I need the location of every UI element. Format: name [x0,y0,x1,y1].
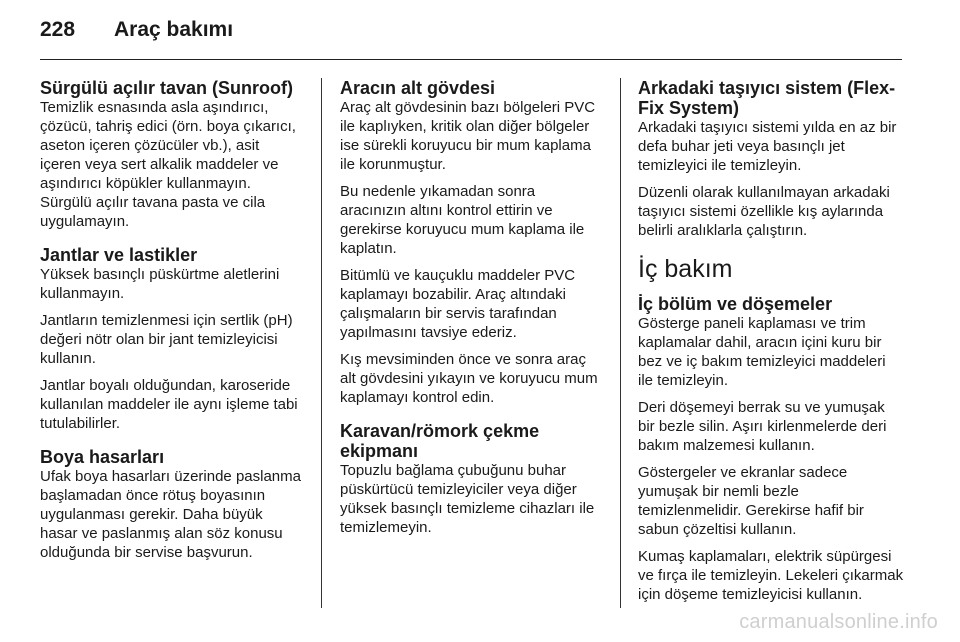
paragraph: Bitümlü ve kauçuklu maddeler PVC kaplamayı bozabilir. Araç altındaki çalışmaların bir servis tarafından yapılmasını tavsiye ederiz. [340,267,576,341]
section-heading: Sürgülü açılır tavan (Sunroof) [40,78,294,98]
paragraph: Göstergeler ve ekranlar sadece yumuşak bir nemli bezle temizlenmelidir. Gerekirse hafif bir sabun çözeltisi kullanın. [638,464,864,538]
column-3 [638,78,904,618]
paragraph: Kış mevsiminden önce ve sonra araç alt gövdesini yıkayın ve koruyucu mum kaplamayı kontrol edin. [340,351,598,406]
section-heading: Arkadaki taşıyıcı sistem (Flex-Fix System) [638,78,896,118]
paragraph: Düzenli olarak kullanılmayan arkadaki taşıyıcı sistemi özellikle kış aylarında belirli aralıklarla çalıştırın. [638,184,890,239]
paragraph: Deri döşemeyi berrak su ve yumuşak bir bezle silin. Aşırı kirlenmelerde deri bakım malzemesi kullanın. [638,399,887,454]
page-title: Araç bakımı [114,18,234,41]
paragraph: Araç alt gövdesinin bazı bölgeleri PVC ile kaplıyken, kritik olan diğer bölgeler ise sürekli koruyucu bir mum kaplama ile korunmuştur. [340,99,596,173]
page-number: 228 [40,18,76,41]
section-flex-fix [638,78,904,240]
column-2 [340,78,604,551]
page-header [40,18,233,46]
paragraph: Topuzlu bağlama çubuğunu buhar püskürtücü temizleyiciler veya diğer yüksek basınçlı temizleme cihazları ile temizlemeyin. [340,462,595,536]
section-interior-upholstery [638,294,904,604]
chapter-title: İç bakım [638,255,733,283]
section-heading: İç bölüm ve döşemeler [638,294,833,314]
paragraph: Ufak boya hasarları üzerinde paslanma başlamadan önce rötuş boyasının uygulanması gerekir. Daha büyük hasar ve paslanmış alan söz konusu olduğunda bir servise başvurun. [40,468,301,561]
section-heading: Boya hasarları [40,447,165,467]
paragraph: Temizlik esnasında asla aşındırıcı, çözücü, tahriş edici (örn. boya çıkarıcı, aseton içeren çözücüler vb.), asit içeren veya sert alkalik maddeler ve aşındırıcı köpükler kullanmayın. Sürgülü açılır tavana pasta ve cila uygulamayın. [40,99,296,230]
paragraph: Gösterge paneli kaplaması ve trim kaplamalar dahil, aracın içini kuru bir bez ve iç bakım temizleyici maddeleri ile temizleyin. [638,315,886,389]
paragraph: Bu nedenle yıkamadan sonra aracınızın altını kontrol ettirin ve gerekirse koruyucu mum kaplama ile kaplatın. [340,183,585,257]
section-paint-damage [40,447,304,562]
section-heading: Karavan/römork çekme ekipmanı [340,421,540,461]
section-underbody [340,78,604,407]
paragraph: Yüksek basınçlı püskürtme aletlerini kullanmayın. [40,266,280,302]
section-heading: Aracın alt gövdesi [340,78,496,98]
paragraph: Arkadaki taşıyıcı sistemi yılda en az bir defa buhar jeti veya basınçlı jet temizleyici ile temizleyin. [638,119,897,174]
column-divider-1 [321,78,322,608]
paragraph: Kumaş kaplamaları, elektrik süpürgesi ve fırça ile temizleyin. Lekeleri çıkarmak için döşeme temizleyicisi kullanın. [638,548,904,603]
column-divider-2 [620,78,621,608]
section-wheels-tires [40,245,304,433]
header-divider [40,59,902,60]
paragraph: Jantların temizlenmesi için sertlik (pH) değeri nötr olan bir jant temizleyicisi kullanın. [40,312,293,367]
watermark-footer: carmanualsonline.info [739,611,938,633]
section-heading: Jantlar ve lastikler [40,245,198,265]
column-1 [40,78,304,576]
section-sunroof [40,78,304,231]
paragraph: Jantlar boyalı olduğundan, karoseride kullanılan maddeler ile aynı işleme tabi tutulabilirler. [40,377,298,432]
section-towing-equipment [340,421,604,537]
